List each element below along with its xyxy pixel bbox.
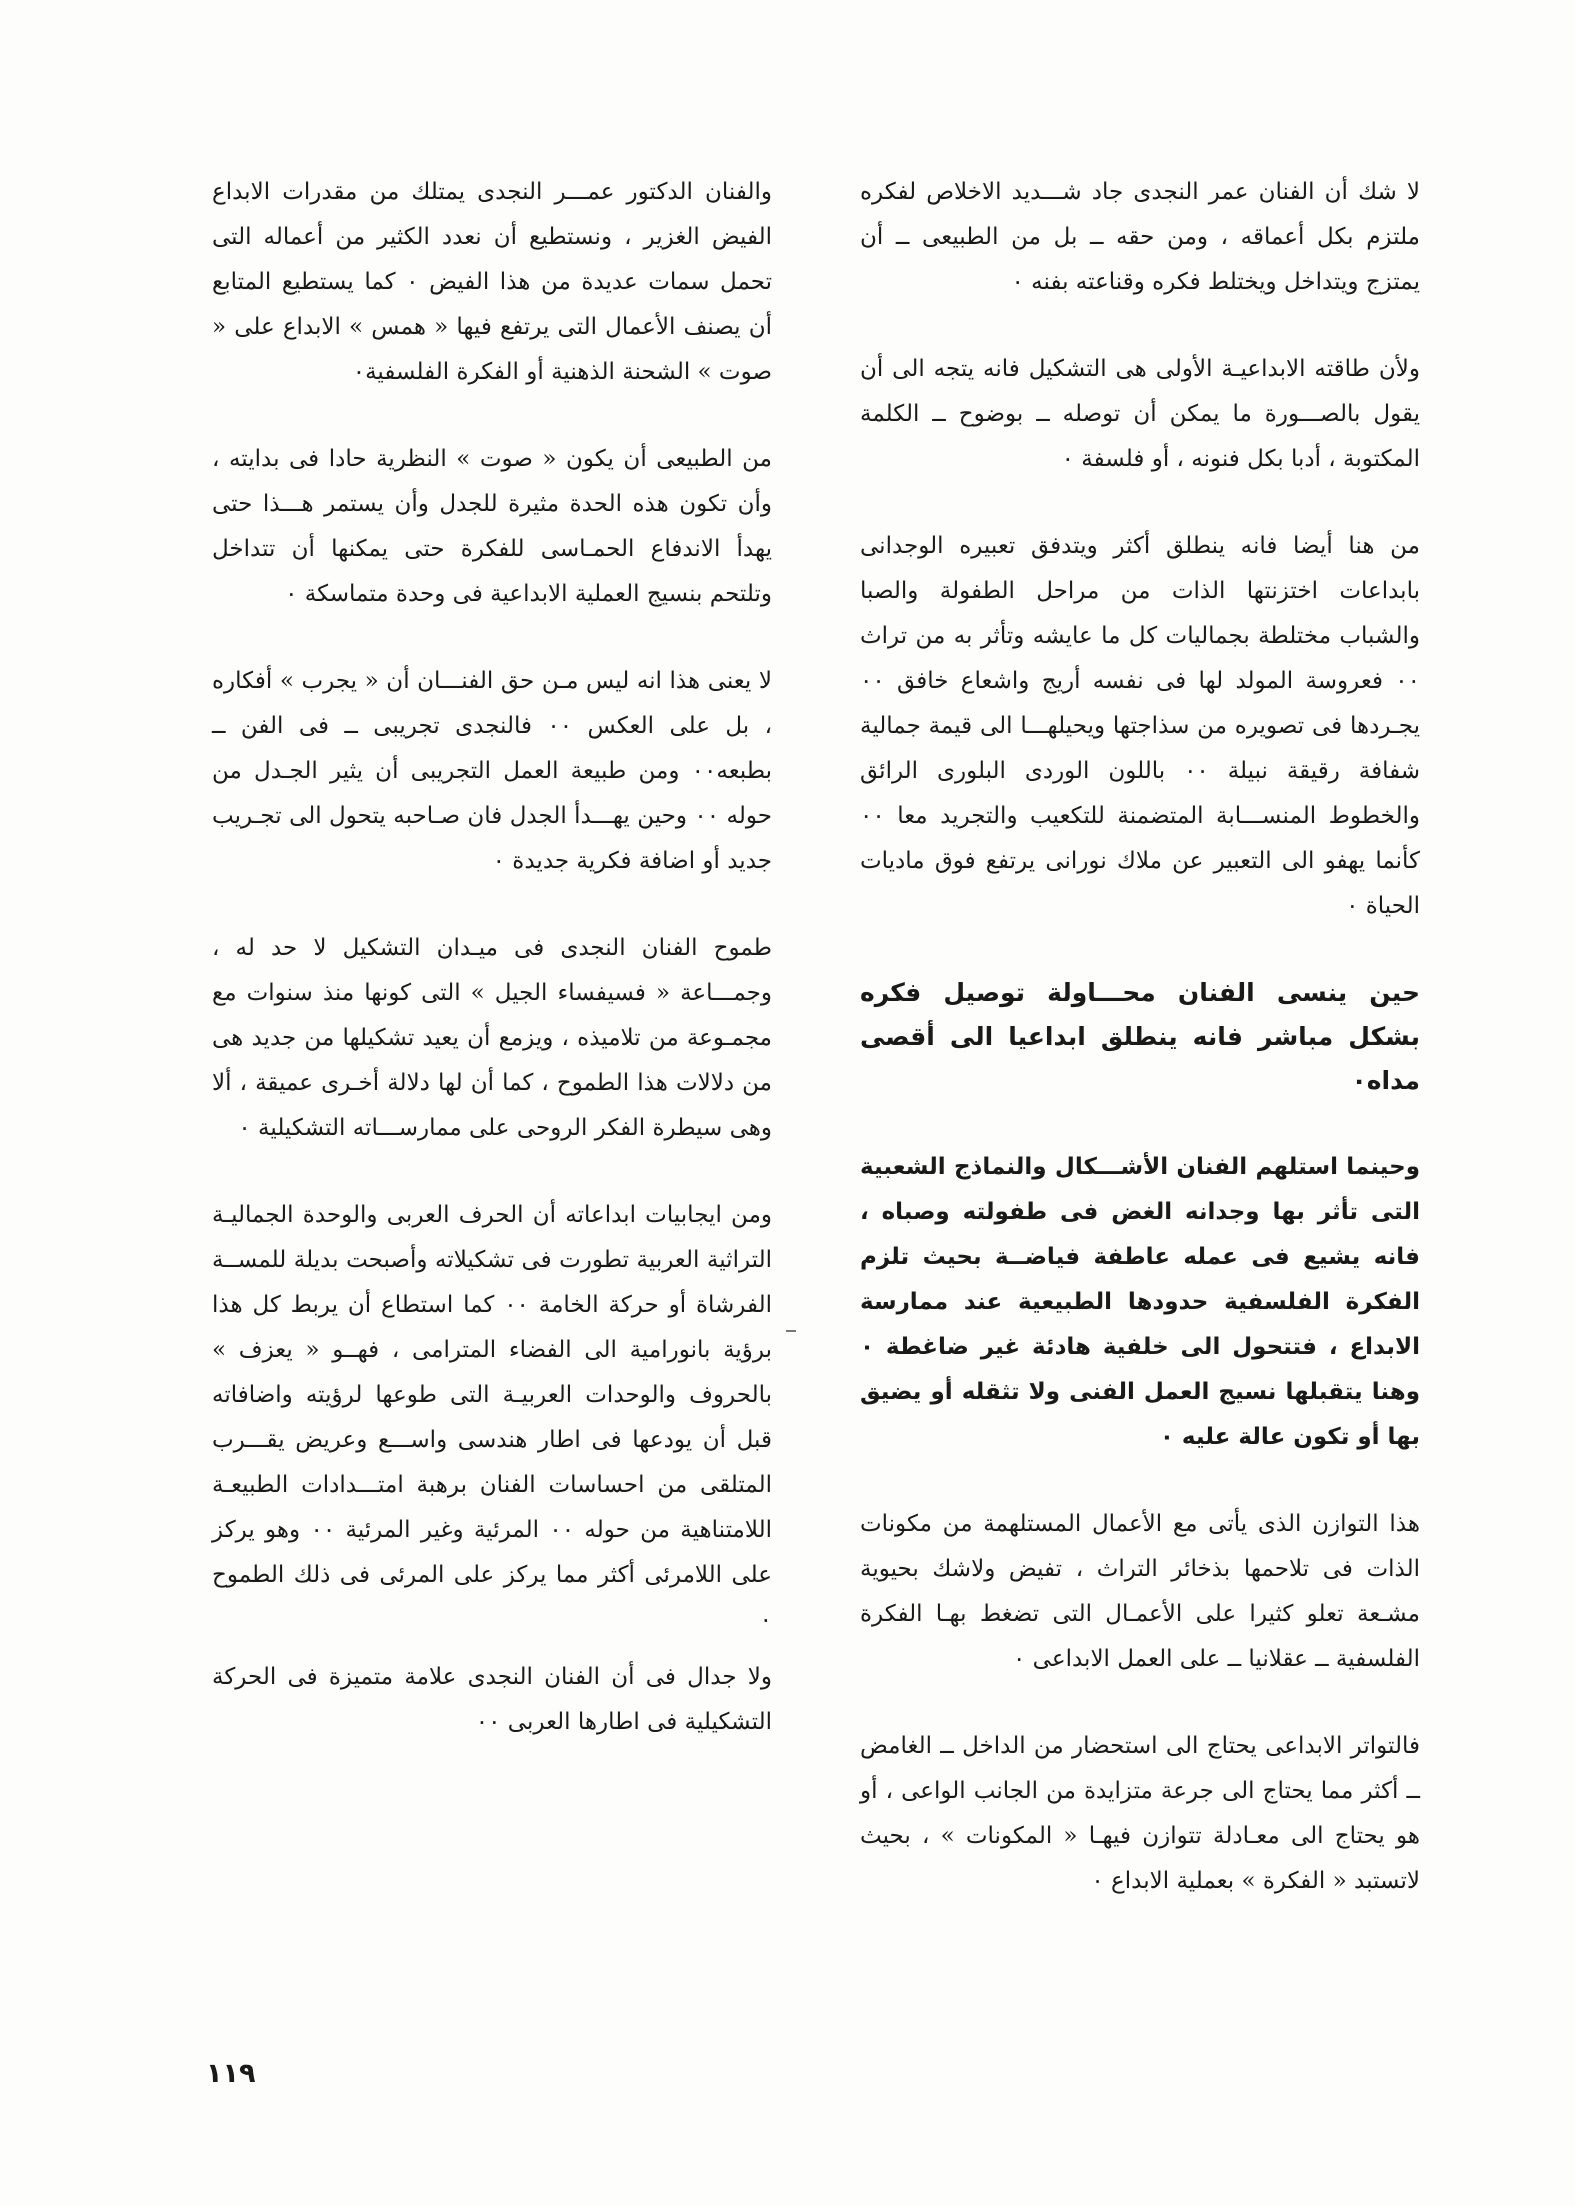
bold-paragraph: وحينما استلهم الفنان الأشـــكال والنماذج الشعبية التى تأثر بها وجدانه الغض فى طفولته وصباه ، فانه يشيع فى عمله عاطفة فياضــة بحيث تلزم الفكرة الفلسفية حدودها الطبيعية عند ممارسة الابداع ، فتتحول الى خلفية هادئة غير ضاغطة ٠ وهنا يتقبلها نسيج العمل الفنى ولا تثقله أو يضيق بها أو تكون عالة عليه ٠ [860,1154,1420,1450]
paragraph: ولا جدال فى أن الفنان النجدى علامة متميزة فى الحركة التشكيلية فى اطارها العربى ٠٠ [212,1664,772,1735]
paragraph: فالتواتر الابداعى يحتاج الى استحضار من الداخل ــ الغامض ــ أكثر مما يحتاج الى جرعة متزايدة من الجانب الواعى ، أو هو يحتاج الى معـادلة تتوازن فيهـا « المكونات » ، بحيث لاتستبد « الفكرة » بعملية الابداع ٠ [860,1733,1420,1894]
paragraph: من الطبيعى أن يكون « صوت » النظرية حادا فى بدايته ، وأن تكون هذه الحدة مثيرة للجدل وأن يستمر هـــذا حتى يهدأ الاندفاع الحمـاسى للفكرة حتى يمكنها أن تتداخل وتلتحم بنسيج العملية الابداعية فى وحدة متماسكة ٠ [212,446,772,607]
margin-mark [786,1330,796,1332]
paragraph: من هنا أيضا فانه ينطلق أكثر ويتدفق تعبيره الوجدانى بابداعات اختزنتها الذات من مراحل الطفولة والصبا والشباب مختلطة بجماليات كل ما عايشه وتأثر به من تراث ٠٠ فعروسة المولد لها فى نفسه أريج واشعاع خافق ٠٠ يجـردها فى تصويره من سذاجتها ويحيلهـــا الى قيمة جمالية شفافة رقيقة نبيلة ٠٠ باللون الوردى البلورى الرائق والخطوط المنســـابة المتضمنة للتكعيب والتجريد معا ٠٠ كأنما يهفو الى التعبير عن ملاك نورانى يرتفع فوق ماديات الحياة ٠ [860,533,1420,919]
paragraph: هذا التوازن الذى يأتى مع الأعمال المستلهمة من مكونات الذات فى تلاحمها بذخائر التراث ، تفيض ولاشك بحيوية مشـعة تعلو كثيرا على الأعمـال التى تضغط بهـا الفكرة الفلسفية ــ عقلانيا ــ على العمل الابداعى ٠ [860,1511,1420,1672]
pull-quote-headline: حين ينسى الفنان محـــاولة توصيل فكره بشكل مباشر فانه ينطلق ابداعيا الى أقصى مداه٠ [860,978,1420,1095]
paragraph: والفنان الدكتور عمـــر النجدى يمتلك من مقدرات الابداع الفيض الغزير ، ونستطيع أن نعدد الكثير من أعماله التى تحمل سمات عديدة من هذا الفيض ٠ كما يستطيع المتابع أن يصنف الأعمال التى يرتفع فيها « همس » الابداع على « صوت » الشحنة الذهنية أو الفكرة الفلسفية٠ [212,179,772,385]
paragraph: لا شك أن الفنان عمر النجدى جاد شـــديد الاخلاص لفكره ملتزم بكل أعماقه ، ومن حقه ــ بل من الطبيعى ــ أن يمتزج ويتداخل ويختلط فكره وقناعته بفنه ٠ [860,179,1420,295]
page-number: ١١٩ [206,2058,256,2089]
left-column [212,170,772,1787]
right-column [860,170,1420,1946]
paragraph: ولأن طاقته الابداعيـة الأولى هى التشكيل فانه يتجه الى أن يقول بالصـــورة ما يمكن أن توصله ــ بوضوح ــ الكلمة المكتوبة ، أدبا بكل فنونه ، أو فلسفة ٠ [860,356,1420,472]
paragraph: ومن ايجابيات ابداعاته أن الحرف العربى والوحدة الجماليـة التراثية العربية تطورت فى تشكيلاته وأصبحت بديلة للمســة الفرشاة أو حركة الخامة ٠٠ كما استطاع أن يربط كل هذا برؤية بانورامية الى الفضاء المترامى ، فهــو « يعزف » بالحروف والوحدات العربيـة التى طوعها لرؤيته واضافاته قبل أن يودعها فى اطار هندسى واســـع وعريض يقـــرب المتلقى من احساسات الفنان برهبة امتـــدادات الطبيعـة اللامتناهية من حوله ٠٠ المرئية وغير المرئية ٠٠ وهو يركز على اللامرئى أكثر مما يركز على المرئى فى ذلك الطموح ٠ [212,1202,772,1633]
paragraph: طموح الفنان النجدى فى ميـدان التشكيل لا حد له ، وجمـــاعة « فسيفساء الجيل » التى كونها منذ سنوات مع مجمـوعة من تلاميذه ، ويزمع أن يعيد تشكيلها من جديد هى من دلالات هذا الطموح ، كما أن لها دلالة أخـرى عميقة ، ألا وهى سيطرة الفكر الروحى على ممارســـاته التشكيلية ٠ [212,935,772,1141]
paragraph: لا يعنى هذا انه ليس مـن حق الفنـــان أن « يجرب » أفكاره ، بل على العكس ٠٠ فالنجدى تجريبى ــ فى الفن ــ بطبعه٠٠ ومن طبيعة العمل التجريبى أن يثير الجـدل من حوله ٠٠ وحين يهـــدأ الجدل فان صـاحبه يتحول الى تجـريب جديد أو اضافة فكرية جديدة ٠ [212,668,773,874]
